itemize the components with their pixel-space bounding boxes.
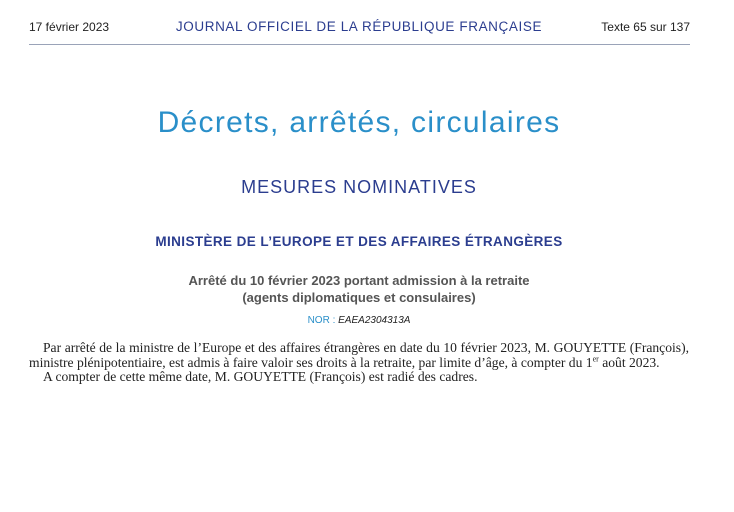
header-date: 17 février 2023 <box>29 20 110 34</box>
decree-title <box>0 272 718 306</box>
nor-reference <box>0 315 718 326</box>
page-indicator: Texte 65 sur 137 <box>601 20 690 34</box>
sub-title: MESURES NOMINATIVES <box>241 177 477 197</box>
ordinal-superscript: er <box>592 353 599 363</box>
paragraph-1-main: Par arrêté de la ministre de l’Europe et des affaires étrangères en date du 10 février 2023, M. GOUYETTE (François), ministre plénipotentiaire, est admis à faire valoir ses droits à la retraite, par limite d’âge, à compter du 1 <box>29 340 689 370</box>
paragraph-1 <box>29 341 689 370</box>
journal-title: JOURNAL OFFICIEL DE LA RÉPUBLIQUE FRANÇAISE <box>175 19 543 34</box>
decree-title-line-2: (agents diplomatiques et consulaires) <box>242 290 476 305</box>
body-text <box>29 341 689 385</box>
nor-label: NOR : <box>307 315 339 326</box>
decree-title-line-1: Arrêté du 10 février 2023 portant admission à la retraite <box>188 273 530 288</box>
header-divider <box>29 44 690 45</box>
paragraph-1-end: août 2023. <box>598 354 660 370</box>
nor-code: EAEA2304313A <box>338 315 411 326</box>
ministry-heading: MINISTÈRE DE L’EUROPE ET DES AFFAIRES ÉTRANGÈRES <box>155 234 563 249</box>
paragraph-2: A compter de cette même date, M. GOUYETTE (François) est radié des cadres. <box>43 369 478 384</box>
section-title: Décrets, arrêtés, circulaires <box>157 106 561 139</box>
